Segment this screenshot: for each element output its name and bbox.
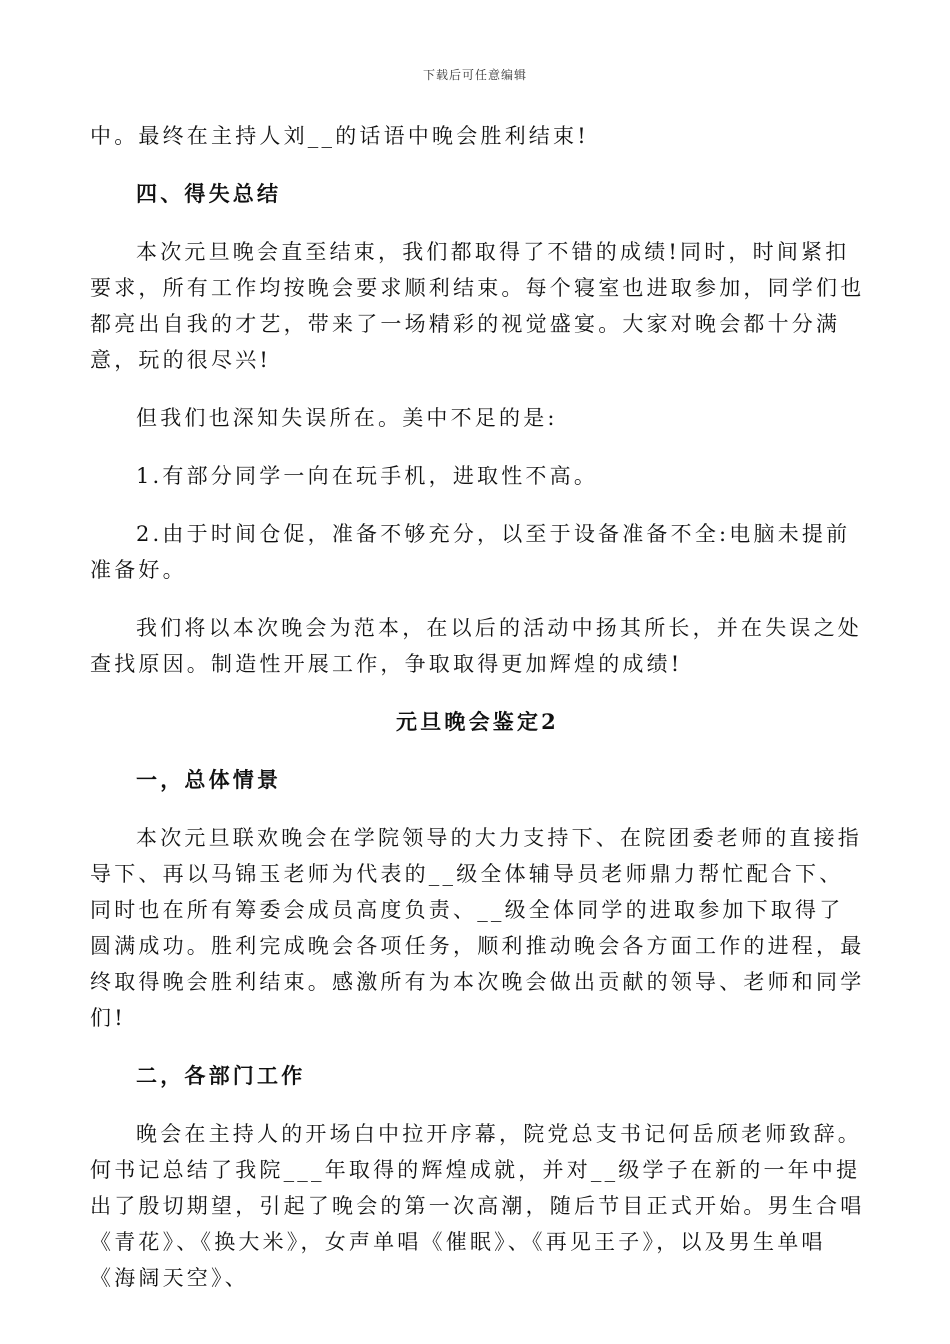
paragraph-overall: 本次元旦联欢晚会在学院领导的大力支持下、在院团委老师的直接指导下、再以马锦玉老师为代表的__级全体辅导员老师鼎力帮忙配合下、同时也在所有筹委会成员高度负责、__级全体同学的进取参加下取得了圆满成功。胜利完成晚会各项任务，顺利推动晚会各方面工作的进程，最终取得晚会胜利结束。感激所有为本次晚会做出贡献的领导、老师和同学们!: [90, 826, 865, 1030]
paragraph-shortcomings-intro: 但我们也深知失误所在。美中不足的是:: [136, 406, 558, 430]
document-body: [90, 118, 865, 1318]
page-header: 下载后可任意编辑: [422, 68, 527, 82]
list-item-2: 2.由于时间仓促，准备不够充分，以至于设备准备不全:电脑未提前准备好。: [90, 522, 851, 582]
section-heading-gains-losses: 四、得失总结: [136, 181, 282, 206]
paragraph-conclusion: 我们将以本次晚会为范本，在以后的活动中扬其所长，并在失误之处查找原因。制造性开展工作，争取取得更加辉煌的成绩!: [90, 616, 862, 676]
paragraph-continuation: 中。最终在主持人刘__的话语中晚会胜利结束!: [90, 124, 589, 148]
paragraph-departments: 晚会在主持人的开场白中拉开序幕，院党总支书记何岳颀老师致辞。何书记总结了我院___年取得的辉煌成就，并对__级学子在新的一年中提出了殷切期望，引起了晚会的第一次高潮，随后节目正式开始。男生合唱《青花》、《换大米》，女声单唱《催眠》、《再见王子》，以及男生单唱《海阔天空》、: [90, 1122, 865, 1290]
list-item-1: 1.有部分同学一向在玩手机，进取性不高。: [136, 464, 599, 488]
section-heading-departments: 二，各部门工作: [136, 1063, 306, 1088]
section-heading-overall: 一，总体情景: [136, 767, 282, 792]
paragraph-summary: 本次元旦晚会直至结束，我们都取得了不错的成绩!同时，时间紧扣要求，所有工作均按晚会要求顺利结束。每个寝室也进取参加，同学们也都亮出自我的才艺，带来了一场精彩的视觉盛宴。大家对晚会都十分满意，玩的很尽兴!: [90, 240, 865, 372]
document-title-2: 元旦晚会鉴定2: [395, 709, 559, 734]
